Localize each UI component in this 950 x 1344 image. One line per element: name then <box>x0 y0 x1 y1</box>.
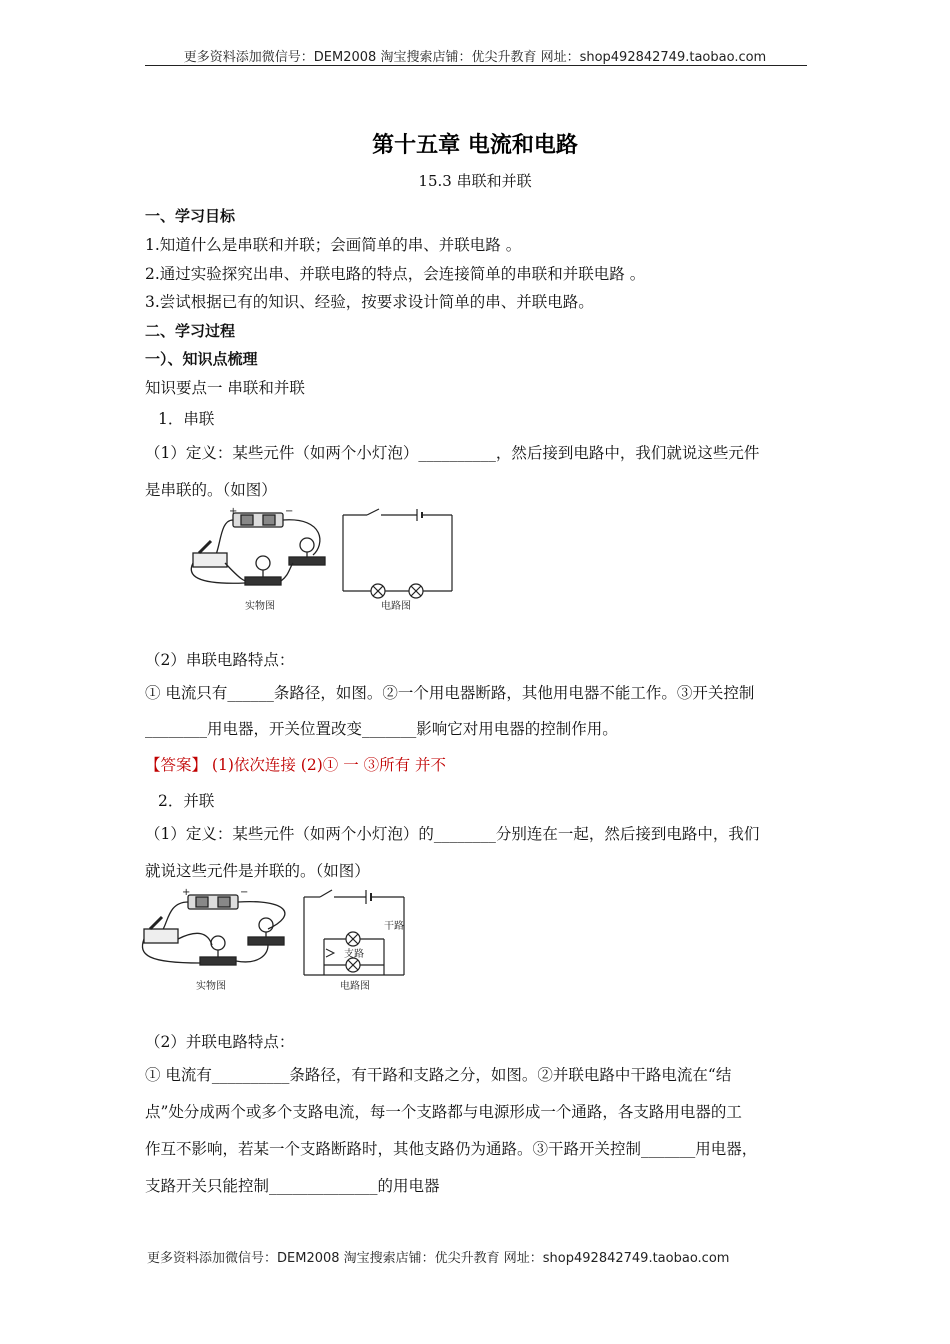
goal-2: 2.通过实验探究出串、并联电路的特点，会连接简单的串联和并联电路 。 <box>145 265 646 283</box>
parallel-characteristics-line3: 作互不影响，若某一个支路断路时，其他支路仍为通路。③干路开关控制_______用电器， <box>145 1140 758 1158</box>
series-characteristics-line2: ________用电器，开关位置改变_______影响它对用电器的控制作用。 <box>145 720 618 738</box>
parallel-characteristics-heading: （2）并联电路特点： <box>145 1033 295 1051</box>
series-characteristics-line1: ① 电流只有______条路径，如图。②一个用电器断路，其他用电器不能工作。③开关控制 <box>145 684 755 702</box>
parallel-heading: 2．并联 <box>158 792 215 810</box>
heading-knowledge-review: 一）、知识点梳理 <box>145 350 258 368</box>
parallel-definition-line2: 就说这些元件是并联的。（如图） <box>145 862 370 880</box>
series-circuit-figure <box>185 505 475 615</box>
page-footer: 更多资料添加微信号：DEM2008 淘宝搜索店铺：优尖升教育 网址：shop492842749.taobao.com <box>147 1251 730 1266</box>
parallel-circuit-figure <box>138 885 428 997</box>
series-characteristics-heading: （2）串联电路特点： <box>145 651 295 669</box>
parallel-circuit-label: 电路图 <box>340 981 370 992</box>
trunk-label: 干路 <box>384 921 404 932</box>
branch-label: 支路 <box>344 949 364 960</box>
parallel-definition-line1: （1）定义：某些元件（如两个小灯泡）的________分别连在一起，然后接到电路中，我们 <box>145 825 760 843</box>
parallel-circuit-schematic <box>304 890 404 975</box>
parallel-characteristics-line2: 点”处分成两个或多个支路电流，每一个支路都与电源形成一个通路，各支路用电器的工 <box>145 1103 742 1121</box>
series-definition-line2: 是串联的。（如图） <box>145 481 277 499</box>
heading-learning-process: 二、学习过程 <box>145 322 236 340</box>
series-real-label: 实物图 <box>245 601 275 612</box>
series-definition-line1: （1）定义：某些元件（如两个小灯泡）__________，然后接到电路中，我们就说这些元件 <box>145 444 760 462</box>
series-circuit-schematic <box>343 509 452 598</box>
parallel-real-diagram <box>142 887 284 965</box>
parallel-characteristics-line1: ① 电流有__________条路径，有干路和支路之分，如图。②并联电路中干路电流在“结 <box>145 1066 732 1084</box>
series-real-diagram <box>191 506 325 585</box>
goal-3: 3.尝试根据已有的知识、经验，按要求设计简单的串、并联电路。 <box>145 293 594 311</box>
series-circuit-label: 电路图 <box>381 601 411 612</box>
knowledge-point-1: 知识要点一 串联和并联 <box>145 379 305 397</box>
answer-line: 【答案】 (1)依次连接 (2)① 一 ③所有 并不 <box>145 756 447 774</box>
svg-text:+: + <box>182 887 191 898</box>
svg-text:−: − <box>240 887 249 898</box>
heading-learning-goals: 一、学习目标 <box>145 207 236 225</box>
svg-text:−: − <box>285 506 294 517</box>
goal-1: 1.知道什么是串联和并联；会画简单的串、并联电路 。 <box>145 236 522 254</box>
section-subtitle: 15.3 串联和并联 <box>418 172 532 190</box>
parallel-characteristics-line4: 支路开关只能控制______________的用电器 <box>145 1177 440 1195</box>
chapter-title: 第十五章 电流和电路 <box>372 133 578 158</box>
svg-text:+: + <box>229 506 238 517</box>
parallel-real-label: 实物图 <box>196 981 226 992</box>
page-header: 更多资料添加微信号：DEM2008 淘宝搜索店铺：优尖升教育 网址：shop492842749.taobao.com <box>183 50 767 65</box>
header-divider <box>145 65 807 66</box>
series-heading: 1．串联 <box>158 410 215 428</box>
